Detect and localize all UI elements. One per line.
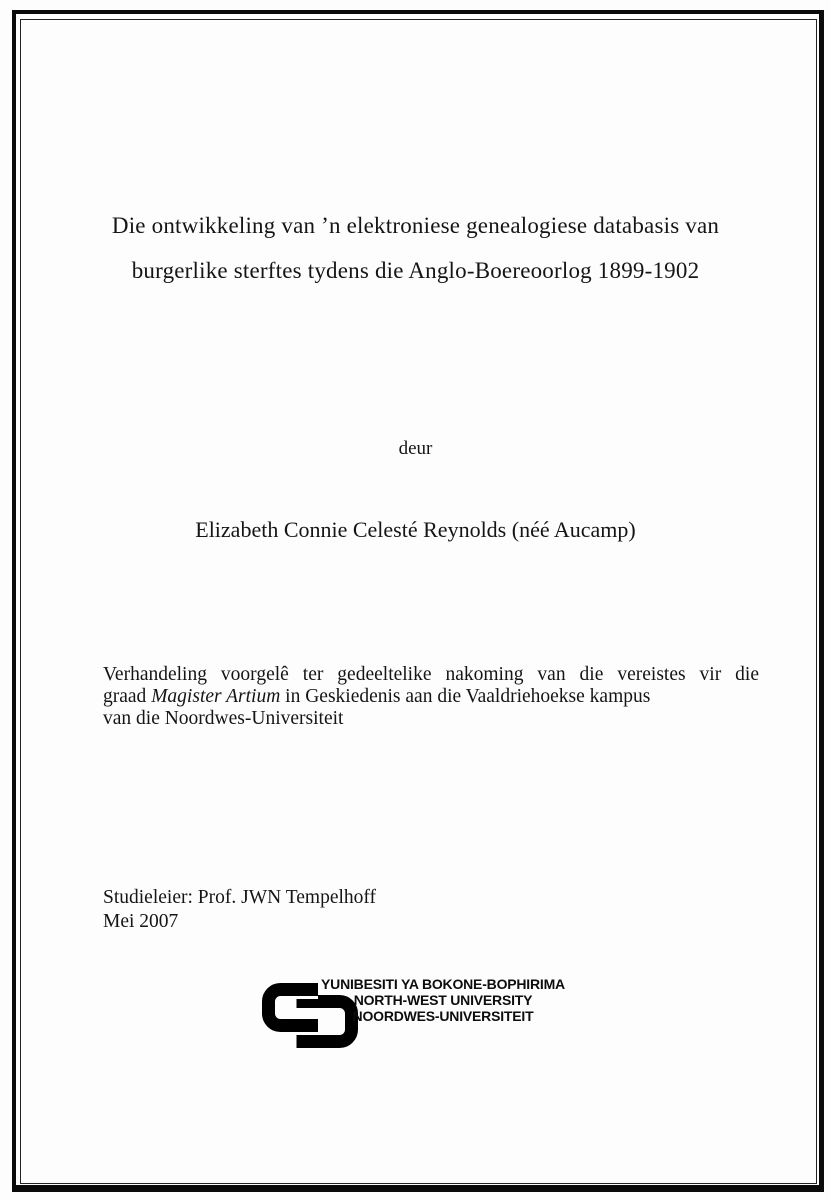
thesis-title-line2: burgerlike sterftes tydens die Anglo-Boereoorlog 1899-1902: [131, 258, 700, 283]
supervisor-block: [103, 886, 376, 933]
university-name-english: NORTH-WEST UNIVERSITY: [353, 992, 533, 1009]
author-name: Elizabeth Connie Celesté Reynolds (néé Aucamp): [195, 517, 636, 542]
date-line: Mei 2007: [103, 910, 179, 932]
degree-statement-line1: Verhandeling voorgelê ter gedeeltelike nakoming van die vereistes vir die: [103, 664, 759, 685]
degree-statement-line3: van die Noordwes-Universiteit: [103, 708, 344, 729]
university-logo: [258, 974, 588, 1056]
degree-statement: [103, 664, 759, 730]
byline-deur: deur: [398, 438, 433, 459]
degree-name-italic: Magister Artium: [151, 686, 281, 707]
degree-statement-line2-prefix: graad: [103, 686, 152, 707]
degree-statement-line2-suffix: in Geskiedenis aan die Vaaldriehoekse kampus: [280, 686, 651, 707]
degree-statement-line2: [103, 686, 759, 708]
supervisor-line: Studieleier: Prof. JWN Tempelhoff: [103, 887, 377, 908]
thesis-title-line1: Die ontwikkeling van ’n elektroniese genealogiese databasis van: [111, 213, 720, 238]
university-name-afrikaans: NOORDWES-UNIVERSITEIT: [352, 1008, 534, 1025]
university-name-block: [314, 976, 572, 1025]
thesis-title: [0, 203, 831, 293]
university-name-setswana: YUNIBESITI YA BOKONE-BOPHIRIMA: [321, 976, 565, 992]
